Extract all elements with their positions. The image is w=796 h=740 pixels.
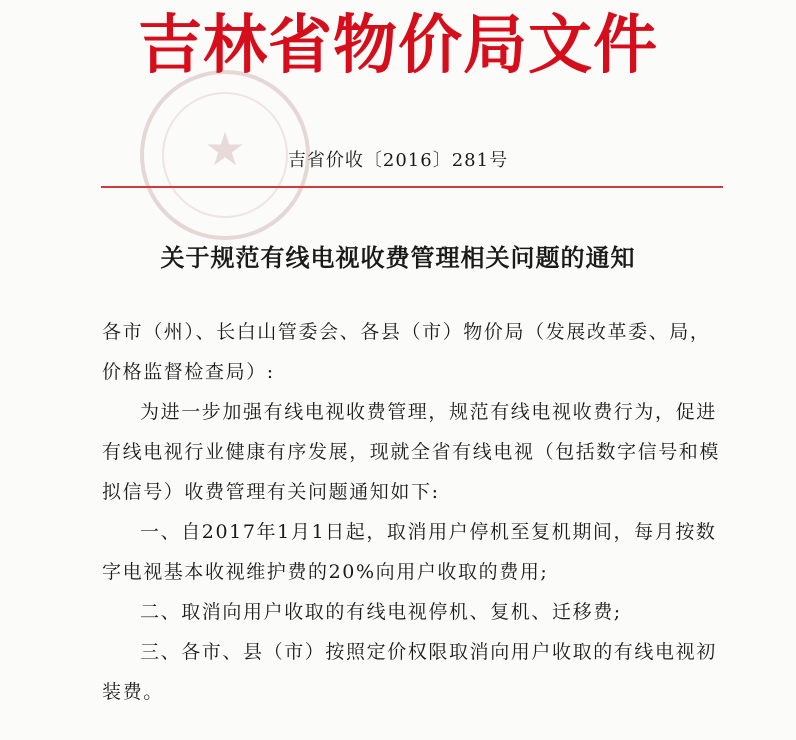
addressee-line: 各市（州）、长白山管委会、各县（市）物价局（发展改革委、局，价格监督检查局）: <box>102 321 711 383</box>
notice-title: 关于规范有线电视收费管理相关问题的通知 <box>160 243 636 272</box>
body-paragraph-item-1: 一、自2017年1月1日起，取消用户停机至复机期间，每月按数字电视基本收视维护费的20%向用户收取的费用; <box>102 521 717 583</box>
body-paragraph-item-2: 二、取消向用户收取的有线电视停机、复机、迁移费; <box>140 601 622 623</box>
red-divider-rule <box>101 186 723 188</box>
body-paragraph-intro: 为进一步加强有线电视收费管理，规范有线电视收费行为，促进有线电视行业健康有序发展，现就全省有线电视（包括数字信号和模拟信号）收费管理有关问题通知如下: <box>102 401 721 503</box>
document-number: 吉省价收〔2016〕281号 <box>287 150 509 171</box>
issuer-header-title: 吉林省物价局文件 <box>138 9 658 83</box>
seal-star-icon: ★ <box>204 122 246 176</box>
body-paragraph-item-3: 三、各市、县（市）按照定价权限取消向用户收取的有线电视初装费。 <box>102 641 717 703</box>
document-body <box>102 312 722 712</box>
